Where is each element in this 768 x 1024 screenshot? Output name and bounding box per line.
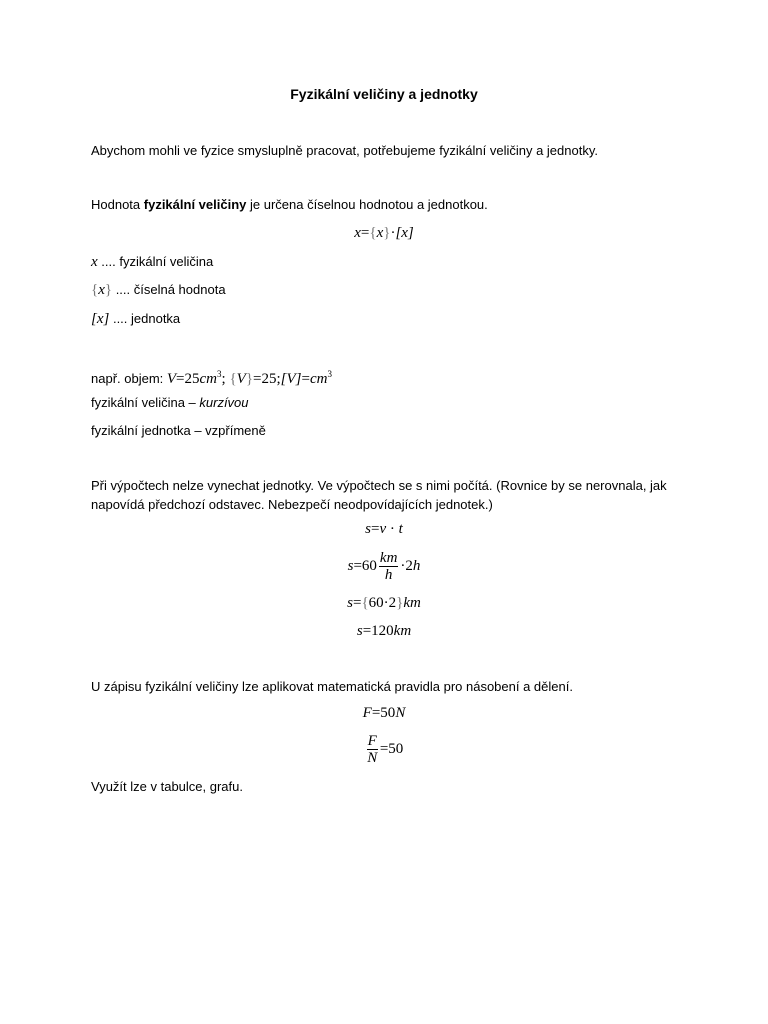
def-quantity (91, 253, 213, 271)
formula-force: F=50N (362, 705, 406, 721)
def-number (91, 281, 226, 299)
fraction-f-n: $\frac{F}{N}$ (367, 733, 378, 766)
formula-s-result: s=120km (356, 623, 412, 639)
formula-s-vt: s=v · t (365, 521, 403, 537)
example-volume (91, 365, 332, 388)
symbol-x: x (91, 254, 98, 270)
symbol-x-numeric: {x} (91, 282, 113, 298)
formula-s-grouped: s={60·2}km (347, 595, 421, 611)
def-unit-text: .... jednotka (109, 311, 181, 326)
usage-paragraph: Využít lze v tabulce, grafu. (91, 779, 243, 794)
note-quantity-prefix: fyzikální veličina – (91, 395, 200, 410)
value-definition (91, 196, 488, 214)
formula-s-substitution: s=60 $\frac{km}{h}$ ·2h (347, 550, 421, 583)
value-definition-bold: fyzikální veličiny (143, 197, 247, 212)
document-title: Fyzikální veličiny a jednotky (290, 86, 478, 102)
symbol-x-unit: [x] (91, 311, 110, 327)
note-unit: fyzikální jednotka – vzpřímeně (91, 423, 266, 438)
note-quantity-italic: kurzívou (199, 395, 249, 410)
intro-paragraph: Abychom mohli ve fyzice smysluplně pracovat, potřebujeme fyzikální veličiny a jednotky. (91, 143, 598, 158)
fraction-km-h: $\frac{km}{h}$ (379, 550, 398, 583)
calc-paragraph: Při výpočtech nelze vynechat jednotky. Ve výpočtech se s nimi počítá. (Rovnice by se nerovnala, jak napovídá předchozí odstavec. Nebezpečí neodpovídajících jednotek.) (91, 478, 667, 512)
def-number-text: .... číselná hodnota (112, 282, 226, 297)
rules-paragraph: U zápisu fyzikální veličiny lze aplikovat matematická pravidla pro násobení a dělení. (91, 679, 573, 694)
note-quantity (91, 394, 249, 412)
formula-force-ratio: $\frac{F}{N}$ =50 (367, 733, 404, 766)
formula-volume: $V=25cm^3$; $\{V\}=25;[V]=cm^3$ (166, 369, 332, 387)
def-unit (91, 310, 180, 328)
value-definition-prefix: Hodnota (91, 197, 144, 212)
formula-x-definition: x={x}·[x] (354, 225, 414, 241)
value-definition-suffix: je určena číselnou hodnotou a jednotkou. (246, 197, 488, 212)
def-quantity-text: .... fyzikální veličina (97, 254, 214, 269)
example-label: např. objem: (91, 371, 167, 386)
